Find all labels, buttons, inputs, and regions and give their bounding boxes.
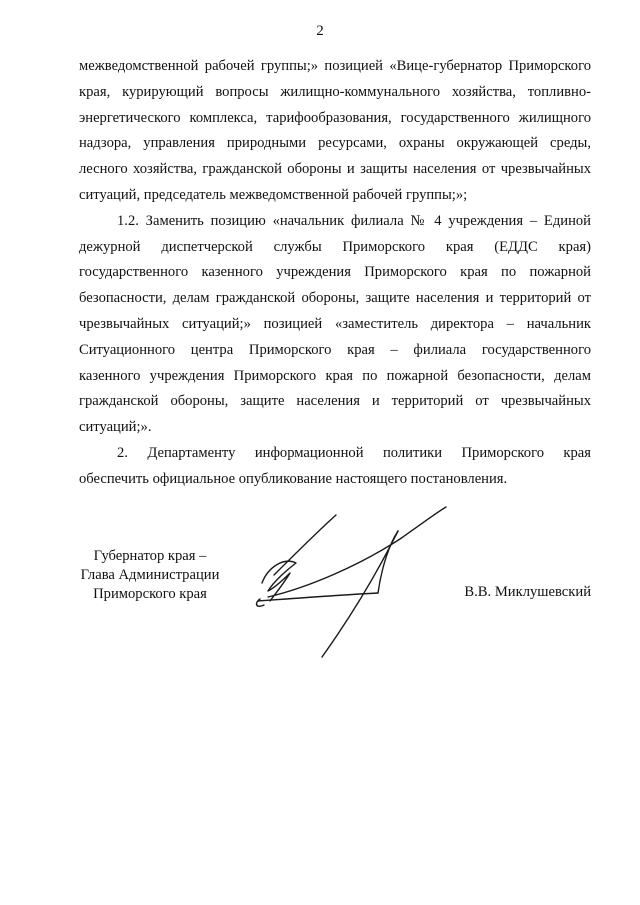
page-number: 2 (316, 23, 324, 39)
paragraph-1-line: межведомственной рабочей группы;» позицией «Вице-губернатор Приморского (79, 58, 591, 74)
paragraph-2-line: казенного учреждения Приморского края по пожарной безопасности, делам (79, 367, 591, 384)
document-body (79, 54, 591, 493)
paragraph-3-line: 2. Департаменту информационной политики Приморского края (117, 444, 591, 461)
paragraph-2-line: Ситуационного центра Приморского края – филиала государственного (79, 341, 591, 358)
paragraph-1-line: надзора, управления природными ресурсами, охраны окружающей среды, (79, 135, 591, 152)
paragraph-2-line: чрезвычайных ситуаций;» позицией «заместитель директора – начальник (79, 315, 591, 332)
signatory-position-line: Губернатор края – (93, 548, 207, 564)
paragraph-3-line: обеспечить официальное опубликование настоящего постановления. (79, 470, 508, 487)
signatory-name: В.В. Миклушевский (464, 584, 591, 600)
paragraph-1-line: ситуаций, председатель межведомственной рабочей группы;»; (79, 186, 468, 203)
paragraph-1-line: лесного хозяйства, гражданской обороны и защиты населения от чрезвычайных (79, 161, 591, 178)
paragraph-2-line: 1.2. Заменить позицию «начальник филиала № 4 учреждения – Единой (117, 212, 591, 229)
paragraph-2-line: гражданской обороны, защите населения и территорий от чрезвычайных (79, 393, 591, 410)
paragraph-1-line: энергетического комплекса, тарифообразования, государственного жилищного (79, 109, 591, 126)
signatory-position-line: Приморского края (93, 586, 207, 602)
paragraph-2-line: государственного казенного учреждения Приморского края по пожарной (79, 264, 591, 281)
paragraph-2-line: безопасности, делам гражданской обороны, защите населения и территорий от (79, 290, 591, 307)
handwritten-signature (240, 505, 480, 665)
signatory-position (70, 547, 230, 604)
signatory-position-line: Глава Администрации (80, 567, 220, 583)
paragraph-2-line: дежурной диспетчерской службы Приморского края (ЕДДС края) (79, 238, 591, 255)
paragraph-1-line: края, курирующий вопросы жилищно-коммунального хозяйства, топливно- (79, 83, 591, 100)
paragraph-2-line: ситуаций;». (79, 419, 152, 436)
